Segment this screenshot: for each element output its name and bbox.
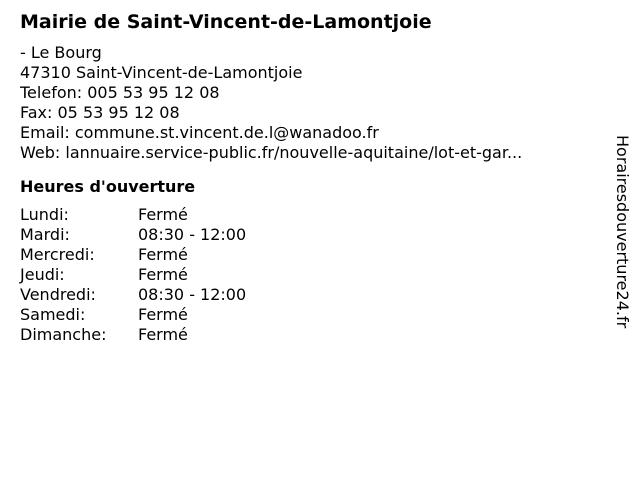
fax-value: 05 53 95 12 08 xyxy=(57,103,180,122)
day-hours: Fermé xyxy=(138,265,188,284)
web-line xyxy=(20,143,600,163)
email-line xyxy=(20,123,600,143)
hours-row-wednesday xyxy=(20,245,600,265)
day-hours: Fermé xyxy=(138,245,188,264)
day-label: Vendredi: xyxy=(20,285,96,304)
day-hours: Fermé xyxy=(138,305,188,324)
day-hours: Fermé xyxy=(138,325,188,344)
hours-row-friday xyxy=(20,285,600,305)
brand-watermark-text[interactable]: Horairesdouverture24.fr xyxy=(613,135,632,329)
side-brand xyxy=(612,135,632,375)
email-link[interactable]: commune.st.vincent.de.l@wanadoo.fr xyxy=(74,123,379,142)
day-label: Mercredi: xyxy=(20,245,95,264)
address-city: 47310 Saint-Vincent-de-Lamontjoie xyxy=(20,63,303,82)
phone-value[interactable]: 005 53 95 12 08 xyxy=(87,83,220,102)
phone-line xyxy=(20,83,600,103)
fax-label: Fax: xyxy=(20,103,53,122)
hours-row-thursday xyxy=(20,265,600,285)
hours-row-tuesday xyxy=(20,225,600,245)
contact-block xyxy=(20,43,600,163)
phone-label: Telefon: xyxy=(20,83,83,102)
hours-row-sunday xyxy=(20,325,600,345)
fax-line xyxy=(20,103,600,123)
day-label: Samedi: xyxy=(20,305,86,324)
opening-hours-heading: Heures d'ouverture xyxy=(20,177,196,196)
address-street: - Le Bourg xyxy=(20,43,102,62)
day-hours: 08:30 - 12:00 xyxy=(138,225,247,244)
day-label: Dimanche: xyxy=(20,325,107,344)
opening-hours-table xyxy=(20,205,600,345)
hours-row-saturday xyxy=(20,305,600,325)
email-label: Email: xyxy=(20,123,70,142)
day-hours: Fermé xyxy=(138,205,188,224)
page-title: Mairie de Saint-Vincent-de-Lamontjoie xyxy=(20,11,432,33)
day-label: Lundi: xyxy=(20,205,69,224)
day-label: Mardi: xyxy=(20,225,70,244)
business-card xyxy=(20,9,600,345)
web-link[interactable]: lannuaire.service-public.fr/nouvelle-aquitaine/lot-et-gar... xyxy=(65,143,523,162)
web-label: Web: xyxy=(20,143,61,162)
day-label: Jeudi: xyxy=(20,265,65,284)
day-hours: 08:30 - 12:00 xyxy=(138,285,247,304)
hours-row-monday xyxy=(20,205,600,225)
